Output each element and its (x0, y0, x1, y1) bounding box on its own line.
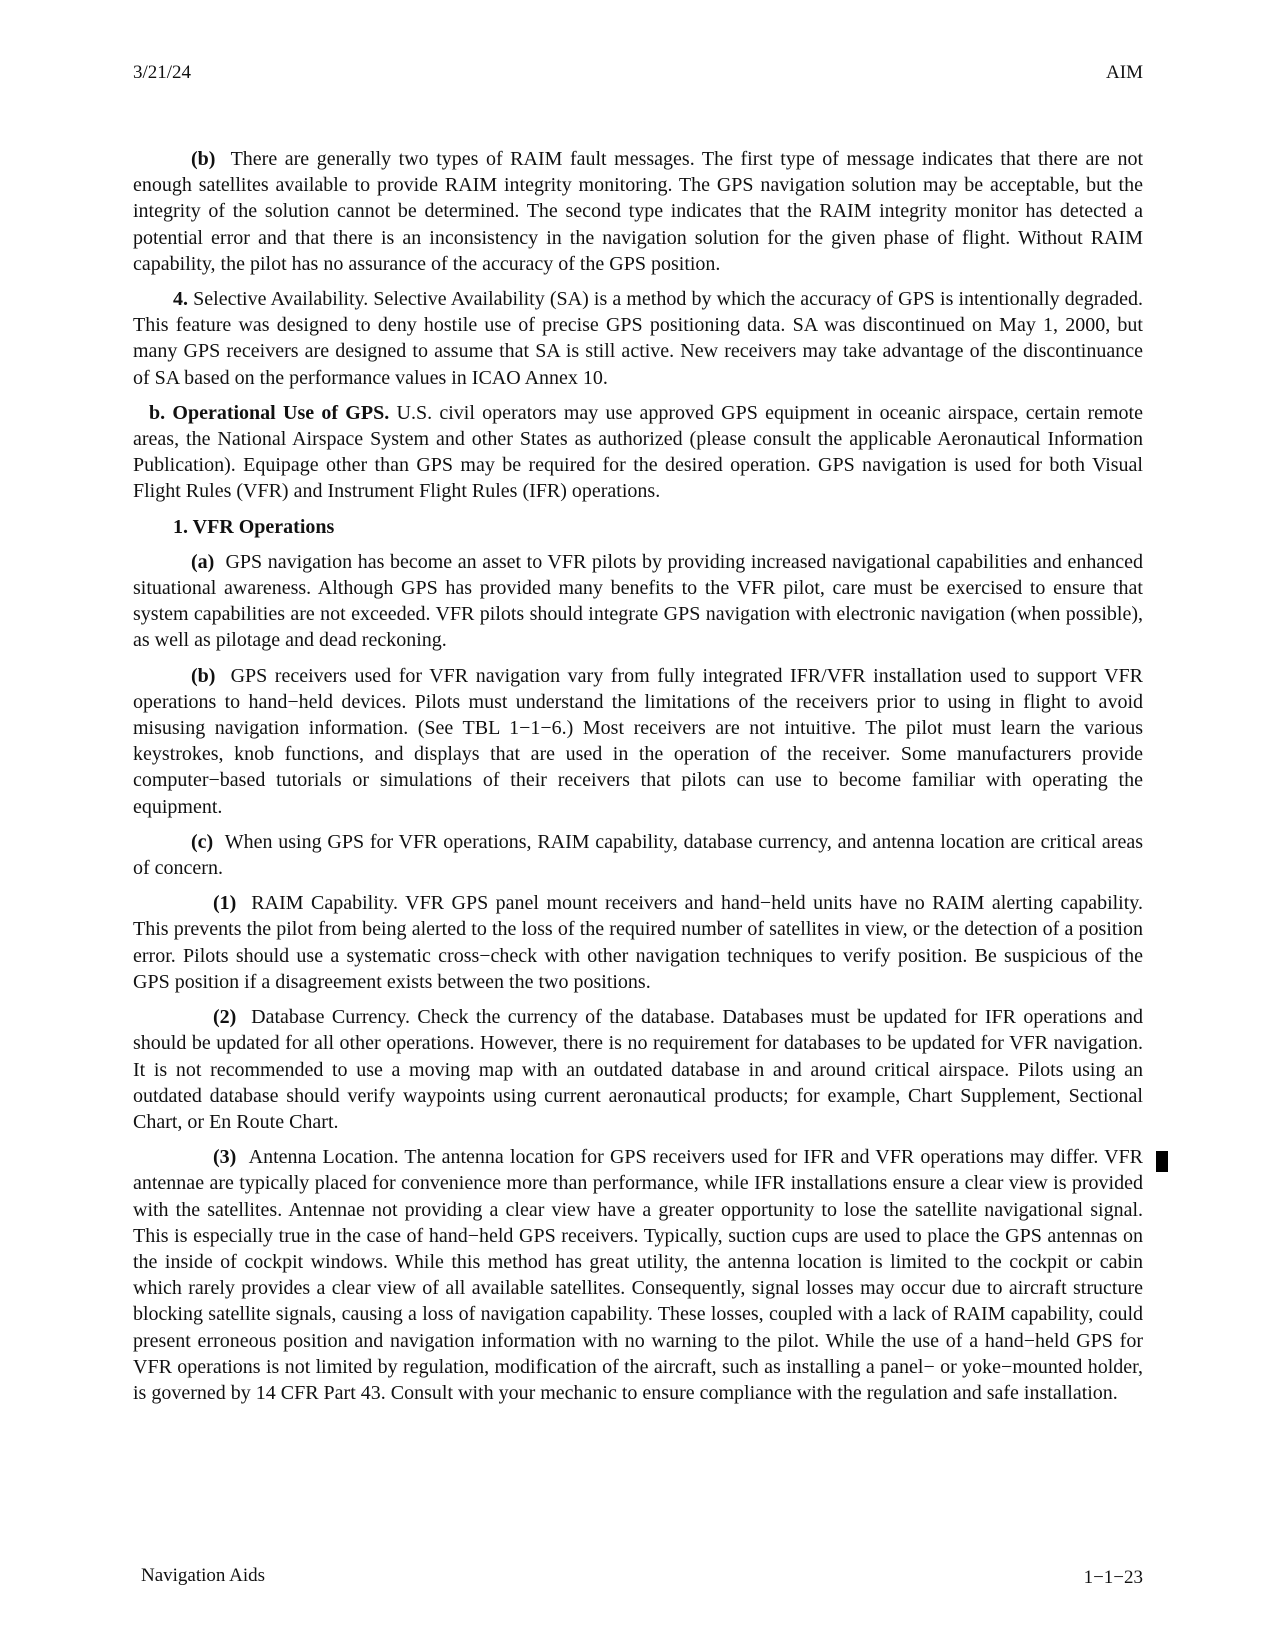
paragraph-text: Selective Availability. Selective Availability (SA) is a method by which the accuracy of GPS is intentionally degraded. This feature was designed to deny hostile use of precise GPS positioning data. SA was discontinued on May 1, 2000, but many GPS receivers are designed to assume that SA is still active. New receivers may take advantage of the discontinuance of SA based on the performance values in ICAO Annex 10. (133, 288, 1143, 389)
paragraph-vfr-asset (133, 549, 1143, 654)
header-doc-title: AIM (1106, 62, 1143, 83)
paragraph-text: Antenna Location. The antenna location for GPS receivers used for IFR and VFR operations may differ. VFR antennae are typically placed for convenience more than performance, while IFR installations ensure a clear view is provided with the satellites. Antennae not providing a clear view have a greater opportunity to lose the satellite navigational signal. This is especially true in the case of hand−held GPS receivers. Typically, suction cups are used to place the GPS antennas on the inside of cockpit windows. While this method has great utility, the antenna location is limited to the cockpit or cabin which rarely provides a clear view of all available satellites. Consequently, signal losses may occur due to aircraft structure blocking satellite signals, causing a loss of navigation capability. These losses, coupled with a lack of RAIM capability, could present erroneous position and navigation information with no warning to the pilot. While the use of a hand−held GPS for VFR operations is not limited by regulation, modification of the aircraft, such as installing a panel− or yoke−mounted holder, is governed by 14 CFR Part 43. Consult with your mechanic to ensure compliance with the regulation and safe installation. (133, 1146, 1144, 1404)
footer-section-name: Navigation Aids (141, 1565, 266, 1586)
footer-page-number: 1−1−23 (1083, 1567, 1143, 1588)
page-header (133, 62, 1143, 86)
paragraph-areas-of-concern (133, 829, 1143, 881)
paragraph-label: 4. (173, 288, 188, 311)
paragraph-label: b. Operational Use of GPS. (149, 401, 390, 424)
paragraph-operational-use (133, 400, 1143, 505)
paragraph-label: (b) (191, 148, 216, 170)
paragraph-label: (1) (213, 892, 237, 915)
paragraph-database-currency (133, 1004, 1143, 1135)
paragraph-label: (3) (213, 1146, 237, 1169)
header-date: 3/21/24 (133, 62, 192, 83)
paragraph-text: U.S. civil operators may use approved GPS equipment in oceanic airspace, certain remote areas, the National Airspace System and other States as authorized (please consult the applicable Aeronautical Information Publication). Equipage other than GPS may be required for the desired operation. GPS navigation is used for both Visual Flight Rules (VFR) and Instrument Flight Rules (IFR) operations. (133, 401, 1143, 503)
revision-change-bar (1156, 1151, 1168, 1172)
paragraph-text: RAIM Capability. VFR GPS panel mount receivers and hand−held units have no RAIM alerting capability. This prevents the pilot from being alerted to the loss of the required number of satellites in view, or the detection of a position error. Pilots should use a systematic cross−check with other navigation techniques to verify position. Be suspicious of the GPS position if a disagreement exists between the two positions. (133, 892, 1143, 993)
paragraph-label: (b) (191, 664, 216, 687)
section-heading-vfr-operations: 1. VFR Operations (173, 515, 335, 538)
paragraph-raim-capability (133, 890, 1143, 995)
page-body (133, 146, 1143, 1415)
paragraph-label: (c) (191, 830, 214, 853)
paragraph-label: (2) (213, 1006, 237, 1029)
paragraph-text: Database Currency. Check the currency of the database. Databases must be updated for IFR operations and should be updated for all other operations. However, there is no requirement for databases to be updated for VFR navigation. It is not recommended to use a moving map with an outdated database in and around critical airspace. Pilots using an outdated database should verify waypoints using current aeronautical products; for example, Chart Supplement, Sectional Chart, or En Route Chart. (133, 1006, 1144, 1133)
paragraph-text: GPS receivers used for VFR navigation vary from fully integrated IFR/VFR installation used to support VFR operations to hand−held devices. Pilots must understand the limitations of the receivers prior to using in flight to avoid misusing navigation information. (See TBL 1−1−6.) Most receivers are not intuitive. The pilot must learn the various keystrokes, knob functions, and displays that are used in the operation of the receiver. Some manufacturers provide computer−based tutorials or simulations of their receivers that pilots can use to become familiar with operating the equipment. (133, 664, 1144, 818)
paragraph-text: There are generally two types of RAIM fault messages. The first type of message indicates that there are not enough satellites available to provide RAIM integrity monitoring. The GPS navigation solution may be acceptable, but the integrity of the solution cannot be determined. The second type indicates that the RAIM integrity monitor has detected a potential error and that there is an inconsistency in the navigation solution for the given phase of flight. Without RAIM capability, the pilot has no assurance of the accuracy of the GPS position. (133, 148, 1144, 275)
paragraph-text: GPS navigation has become an asset to VFR pilots by providing increased navigational capabilities and enhanced situational awareness. Although GPS has provided many benefits to the VFR pilot, care must be exercised to ensure that system capabilities are not exceeded. VFR pilots should integrate GPS navigation with electronic navigation (when possible), as well as pilotage and dead reckoning. (133, 550, 1143, 652)
paragraph-raim-fault-messages (133, 146, 1143, 277)
paragraph-vfr-receivers (133, 663, 1143, 820)
paragraph-label: (a) (191, 550, 215, 573)
page-footer (133, 1565, 1143, 1589)
paragraph-antenna-location (133, 1144, 1143, 1406)
paragraph-selective-availability (133, 286, 1143, 391)
paragraph-text: When using GPS for VFR operations, RAIM capability, database currency, and antenna location are critical areas of concern. (133, 830, 1144, 880)
